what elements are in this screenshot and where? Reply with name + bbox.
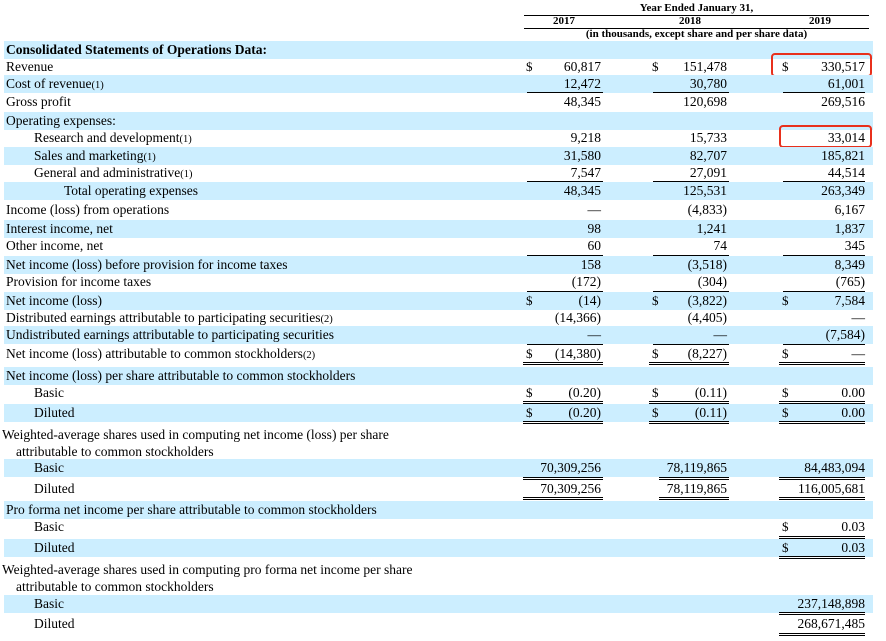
row-label: Diluted: [34, 616, 75, 631]
table-row: [4, 539, 873, 557]
pro-forma-weighted-heading: [2, 561, 413, 595]
value-2018: (0.11): [694, 385, 727, 400]
table-row: [4, 41, 873, 59]
value-2019: 263,349: [821, 183, 865, 198]
units-header: (in thousands, except share and per share data): [585, 28, 808, 40]
row-label: Weighted-average shares used in computing pro forma net income per share: [2, 562, 413, 577]
footnote-ref: (2): [320, 314, 333, 325]
row-label: Diluted: [34, 405, 75, 420]
row-label: General and administrative: [34, 165, 181, 180]
double-underline: [779, 633, 865, 636]
value-2018: 120,698: [683, 94, 727, 109]
double-underline: [779, 497, 865, 500]
currency-symbol: $: [652, 293, 659, 308]
footnote-ref: (2): [302, 350, 316, 361]
value-2019: 237,148,898: [797, 596, 865, 611]
currency-symbol: $: [526, 59, 533, 74]
value-2019: 8,349: [834, 257, 865, 272]
value-2018: 15,733: [689, 130, 727, 145]
value-2019: 6,167: [834, 202, 865, 217]
row-label: Interest income, net: [6, 221, 113, 236]
value-2019: 268,671,485: [797, 616, 865, 631]
double-underline: [649, 362, 729, 365]
row-label: Other income, net: [6, 238, 104, 253]
table-row: [4, 326, 873, 344]
value-2018: 27,091: [689, 165, 727, 180]
double-underline: [779, 556, 865, 559]
currency-symbol: $: [782, 519, 789, 534]
currency-symbol: $: [652, 405, 659, 420]
value-2017: 48,345: [563, 94, 601, 109]
value-2019: 269,516: [821, 94, 865, 109]
row-label-line2: attributable to common stockholders: [16, 579, 214, 594]
value-2019: 0.03: [841, 519, 865, 534]
value-2018: 1,241: [696, 221, 727, 236]
value-2017: 60: [587, 238, 601, 253]
currency-symbol: $: [526, 405, 533, 420]
table-row: [4, 518, 873, 536]
footnote-ref: (1): [179, 134, 192, 145]
table-row: [4, 501, 873, 519]
value-2017: (14,366): [554, 310, 601, 325]
value-2019: (7,584): [825, 327, 865, 342]
value-2017: —: [587, 327, 601, 342]
row-label: Net income (loss) attributable to common stockholders: [6, 346, 303, 361]
year-2019-header: 2019: [809, 15, 831, 27]
value-2019: 0.00: [841, 405, 865, 420]
value-2018: 125,531: [683, 183, 727, 198]
table-row: [4, 147, 873, 165]
value-2018: (8,227): [687, 346, 727, 361]
row-label: Gross profit: [6, 94, 71, 109]
row-label-wrap: [6, 309, 333, 327]
table-row: [4, 309, 873, 327]
row-label: Consolidated Statements of Operations Data:: [6, 42, 267, 57]
table-row: [4, 595, 873, 613]
row-label: Operating expenses:: [6, 113, 116, 128]
table-row: [4, 58, 873, 76]
value-2019: 44,514: [827, 165, 865, 180]
double-underline: [779, 362, 865, 365]
value-2017: 9,218: [570, 130, 601, 145]
table-row: [4, 615, 873, 633]
row-label-line2: attributable to common stockholders: [16, 444, 214, 459]
footnote-ref: (1): [143, 152, 156, 163]
row-label: Diluted: [34, 540, 75, 555]
period-header: Year Ended January 31,: [639, 2, 754, 14]
currency-symbol: $: [782, 59, 789, 74]
row-label-wrap: [6, 345, 315, 363]
value-2018: 82,707: [689, 148, 727, 163]
double-underline: [659, 497, 729, 500]
table-row: [4, 256, 873, 274]
row-label: Research and development: [34, 130, 180, 145]
value-2019: 61,001: [827, 76, 865, 91]
table-row: [4, 367, 873, 385]
row-label-wrap: [34, 147, 156, 165]
row-label: Sales and marketing: [34, 148, 144, 163]
value-2019: —: [851, 346, 865, 361]
value-2018: 151,478: [683, 59, 727, 74]
year-2017-header: 2017: [553, 15, 575, 27]
row-label-wrap: [34, 129, 192, 147]
row-label: Distributed earnings attributable to participating securities: [6, 310, 321, 325]
row-label: Undistributed earnings attributable to participating securities: [6, 327, 335, 342]
value-2019: (765): [835, 274, 865, 289]
row-label: Total operating expenses: [64, 183, 199, 198]
currency-symbol: $: [782, 293, 789, 308]
value-2017: (14): [578, 293, 601, 308]
currency-symbol: $: [526, 346, 533, 361]
value-2017: 98: [587, 221, 601, 236]
table-row: [4, 345, 873, 363]
table-row: [4, 384, 873, 402]
currency-symbol: $: [782, 346, 789, 361]
currency-symbol: $: [652, 385, 659, 400]
value-2018: (304): [697, 274, 727, 289]
table-row: [4, 182, 873, 200]
value-2017: —: [587, 202, 601, 217]
row-label: Provision for income taxes: [6, 274, 152, 289]
row-label-wrap: [34, 164, 192, 182]
value-2018: 78,119,865: [666, 460, 727, 475]
currency-symbol: $: [526, 385, 533, 400]
value-2017: (172): [571, 274, 601, 289]
double-underline: [523, 362, 603, 365]
double-underline: [523, 497, 603, 500]
table-row: [4, 404, 873, 422]
row-label: Net income (loss): [6, 293, 102, 308]
value-2017: 31,580: [563, 148, 601, 163]
table-row: [4, 273, 873, 291]
table-row: [4, 75, 873, 93]
currency-symbol: $: [652, 59, 659, 74]
value-2019: 84,483,094: [804, 460, 865, 475]
value-2017: 7,547: [570, 165, 601, 180]
value-2019: 330,517: [821, 59, 865, 74]
value-2019: 1,837: [834, 221, 865, 236]
weighted-average-heading: [2, 426, 389, 460]
value-2018: (4,405): [687, 310, 727, 325]
value-2017: (0.20): [568, 405, 601, 420]
table-row: [4, 112, 873, 130]
value-2019: 345: [844, 238, 865, 253]
table-row: [4, 201, 873, 219]
year-2018-header: 2018: [679, 15, 701, 27]
value-2017: 48,345: [563, 183, 601, 198]
currency-symbol: $: [652, 346, 659, 361]
value-2018: 78,119,865: [666, 481, 727, 496]
footnote-ref: (1): [180, 169, 193, 180]
value-2018: (0.11): [694, 405, 727, 420]
currency-symbol: $: [526, 293, 533, 308]
table-row: [4, 237, 873, 255]
value-2017: 12,472: [563, 76, 601, 91]
row-label-wrap: [6, 75, 104, 93]
value-2017: 70,309,256: [540, 481, 601, 496]
double-underline: [779, 421, 865, 424]
value-2017: 158: [580, 257, 601, 272]
value-2018: —: [713, 327, 727, 342]
currency-symbol: $: [782, 385, 789, 400]
row-label: Basic: [34, 460, 64, 475]
double-underline: [649, 421, 729, 424]
table-row: [4, 480, 873, 498]
highlight-rnd-2019: [779, 125, 872, 148]
value-2019: 0.00: [841, 385, 865, 400]
double-underline: [523, 421, 603, 424]
currency-symbol: $: [782, 540, 789, 555]
value-2019: —: [851, 310, 865, 325]
value-2017: 60,817: [563, 59, 601, 74]
table-row: [4, 164, 873, 182]
row-label: Basic: [34, 596, 64, 611]
row-label: Basic: [34, 519, 64, 534]
table-row: [4, 292, 873, 310]
row-label: Net income (loss) per share attributable to common stockholders: [6, 368, 356, 383]
table-row: [4, 220, 873, 238]
footnote-ref: (1): [91, 80, 104, 91]
table-row: [4, 93, 873, 111]
value-2017: (14,380): [554, 346, 601, 361]
row-label: Diluted: [34, 481, 75, 496]
value-2018: (4,833): [687, 202, 727, 217]
value-2018: 74: [713, 238, 727, 253]
value-2019: 33,014: [827, 130, 865, 145]
table-row: [4, 459, 873, 477]
value-2019: 0.03: [841, 540, 865, 555]
table-row: [4, 129, 873, 147]
row-label: Basic: [34, 385, 64, 400]
value-2018: (3,822): [687, 293, 727, 308]
row-label: Income (loss) from operations: [6, 202, 170, 217]
value-2019: 7,584: [834, 293, 865, 308]
row-label: Revenue: [6, 59, 54, 74]
highlight-revenue-2019: [771, 53, 872, 77]
currency-symbol: $: [782, 405, 789, 420]
value-2018: (3,518): [687, 257, 727, 272]
value-2018: 30,780: [689, 76, 727, 91]
value-2019: 116,005,681: [798, 481, 865, 496]
row-label: Pro forma net income per share attributable to common stockholders: [6, 502, 377, 517]
row-label: Weighted-average shares used in computing net income (loss) per share: [2, 427, 389, 442]
row-label: Cost of revenue: [6, 76, 92, 91]
value-2019: 185,821: [821, 148, 865, 163]
value-2017: 70,309,256: [540, 460, 601, 475]
row-label: Net income (loss) before provision for income taxes: [6, 257, 288, 272]
value-2017: (0.20): [568, 385, 601, 400]
